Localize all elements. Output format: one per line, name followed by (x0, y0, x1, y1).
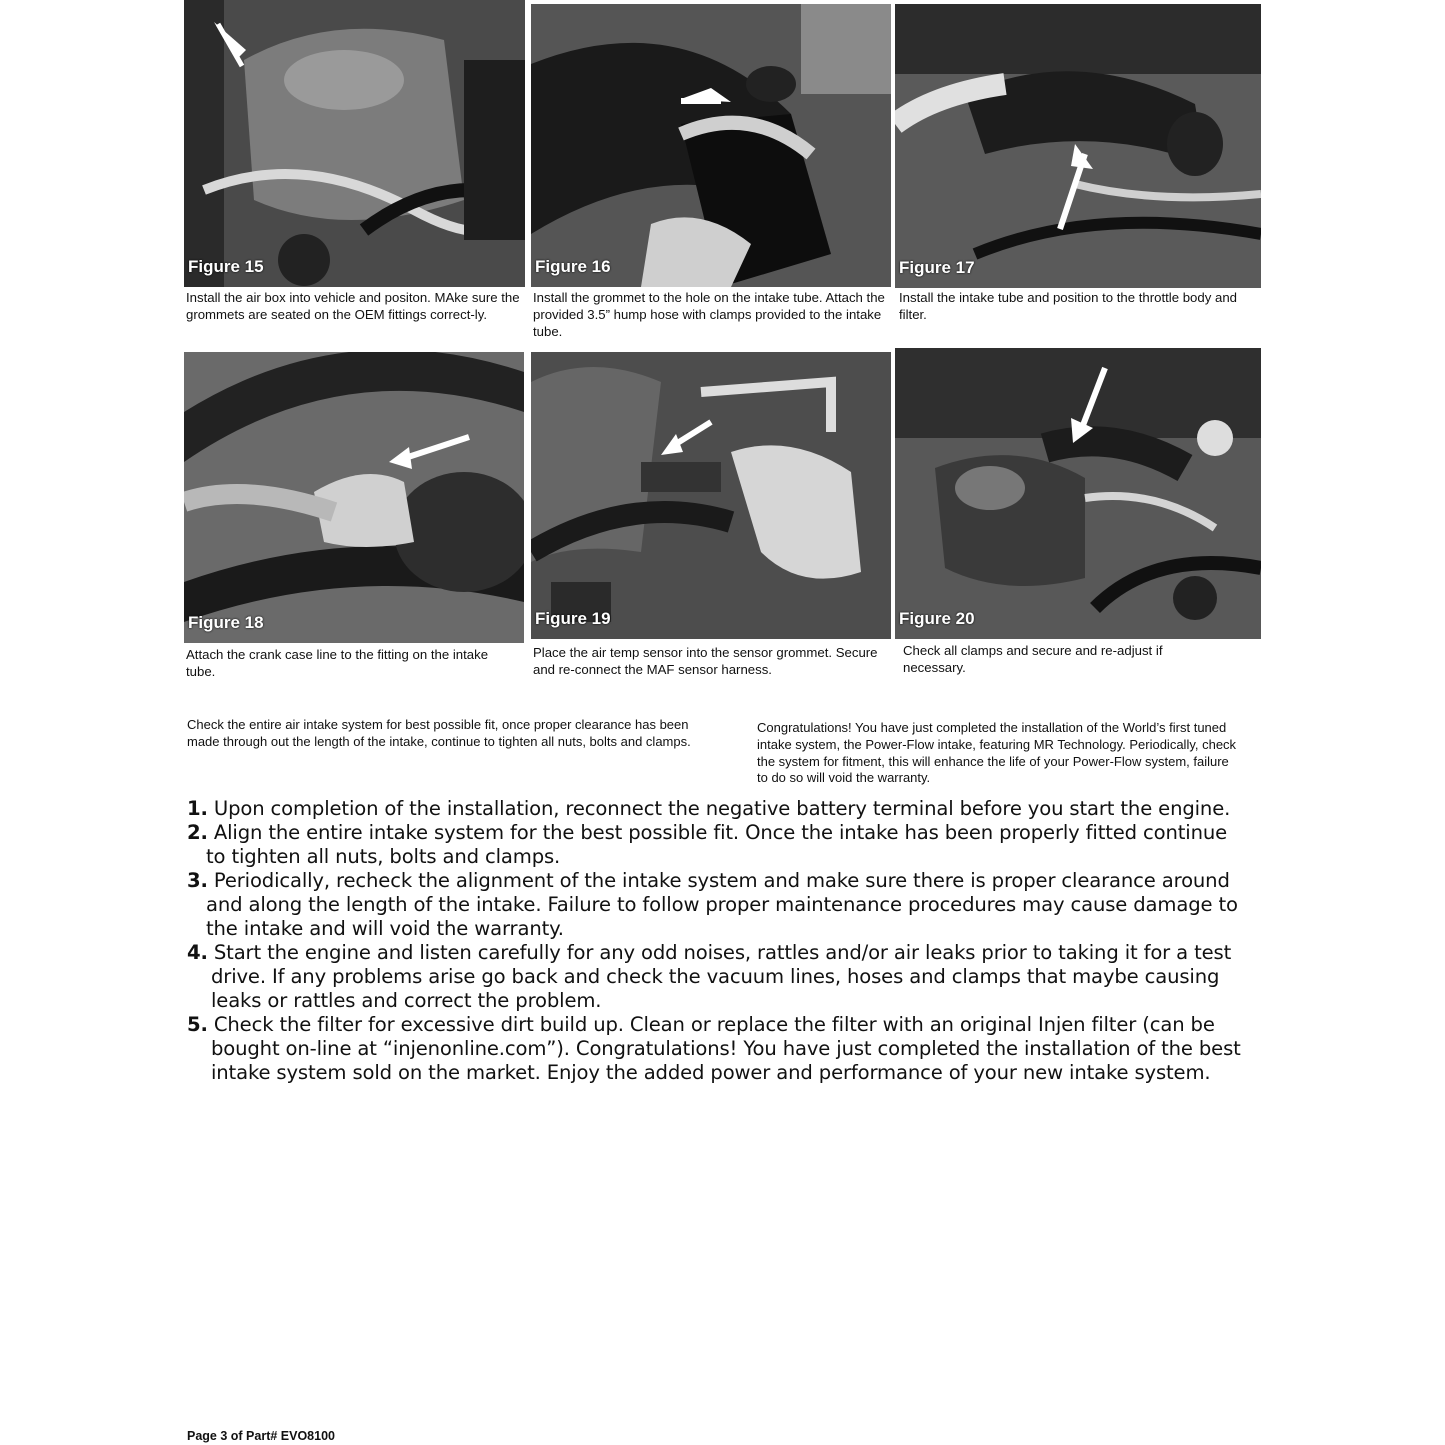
figure-caption: Attach the crank case line to the fitting on the intake tube. (186, 647, 489, 679)
engine-photo-illustration (184, 352, 524, 643)
engine-photo-illustration (531, 352, 891, 639)
figure-label: Figure 15 (188, 257, 264, 276)
figure-17-photo (895, 4, 1261, 288)
step-number: 3. (187, 869, 208, 892)
figure-caption: Install the air box into vehicle and positon. MAke sure the grommets are seated on the OEM fittings correct-ly. (186, 290, 520, 322)
figure-label: Figure 16 (535, 257, 611, 276)
step-item (187, 797, 1257, 821)
engine-photo-illustration (184, 0, 525, 287)
step-item (187, 821, 1246, 869)
figure-caption: Check all clamps and secure and re-adjust if necessary. (903, 643, 1163, 675)
figure-label: Figure 18 (188, 613, 264, 632)
figure-20-photo (895, 348, 1261, 639)
step-text: Start the engine and listen carefully for any odd noises, rattles and/or air leaks prior to taking it for a test drive. If any problems arise go back and check the vacuum lines, hoses and clamps that maybe causing leaks or rattles and correct the problem. (211, 941, 1232, 1012)
figure-15-photo (184, 0, 525, 287)
step-number: 4. (187, 941, 208, 964)
step-text: Check the filter for excessive dirt build up. Clean or replace the filter with an original Injen filter (can be bought on-line at “injenonline.com”). Congratulations! You have just completed the installation of the best intake system sold on the market. Enjoy the added power and performance of your new intake system. (211, 1013, 1241, 1084)
figure-caption: Install the intake tube and position to the throttle body and filter. (899, 290, 1237, 322)
congratulations-note: Congratulations! You have just completed the installation of the World’s first tuned intake system, the Power-Flow intake, featuring MR Technology. Periodically, check the system for fitment, this will enhance the life of your Power-Flow system, failure to do so will void the warranty. (757, 720, 1237, 786)
figure-caption: Place the air temp sensor into the sensor grommet. Secure and re-connect the MAF sensor harness. (533, 645, 878, 677)
step-text: Periodically, recheck the alignment of the intake system and make sure there is proper clearance around and along the length of the intake. Failure to follow proper maintenance procedures may cause damage to the intake and will void the warranty. (206, 869, 1238, 940)
step-text: Align the entire intake system for the best possible fit. Once the intake has been properly fitted continue to tighten all nuts, bolts and clamps. (206, 821, 1228, 868)
step-item (187, 941, 1271, 1013)
figure-18-photo (184, 352, 524, 643)
step-item (187, 1013, 1241, 1085)
step-number: 5. (187, 1013, 208, 1036)
instruction-steps (187, 797, 1257, 1085)
step-number: 1. (187, 797, 208, 820)
figure-16-photo (531, 4, 891, 287)
fitment-note: Check the entire air intake system for best possible fit, once proper clearance has been made through out the length of the intake, continue to tighten all nuts, bolts and clamps. (187, 717, 691, 749)
step-text: Upon completion of the installation, reconnect the negative battery terminal before you start the engine. (213, 797, 1231, 820)
engine-photo-illustration (895, 348, 1261, 639)
figure-19-photo (531, 352, 891, 639)
step-number: 2. (187, 821, 208, 844)
figure-label: Figure 19 (535, 609, 611, 628)
page-footer: Page 3 of Part# EVO8100 (187, 1429, 335, 1443)
figure-label: Figure 17 (899, 258, 975, 277)
figure-caption: Install the grommet to the hole on the intake tube. Attach the provided 3.5” hump hose with clamps provided to the intake tube. (533, 290, 885, 339)
engine-photo-illustration (895, 4, 1261, 288)
figure-label: Figure 20 (899, 609, 975, 628)
engine-photo-illustration (531, 4, 891, 287)
step-item (187, 869, 1261, 941)
